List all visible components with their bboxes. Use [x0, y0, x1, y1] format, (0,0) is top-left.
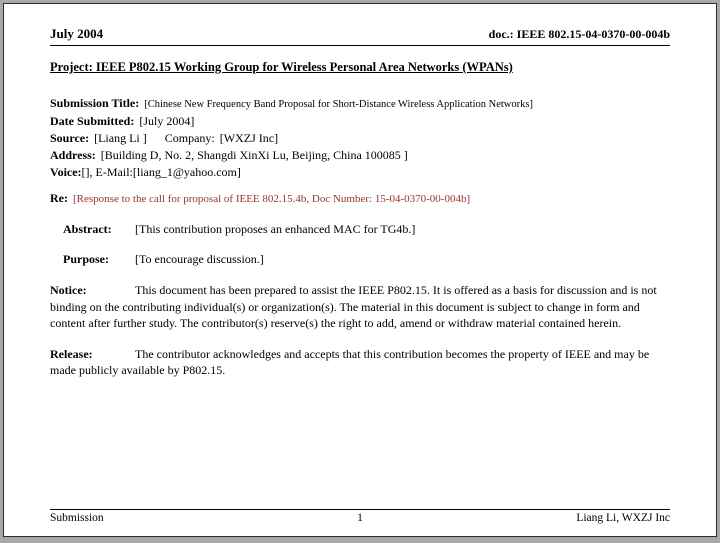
abstract-label: Abstract: — [63, 222, 112, 236]
notice-text: This document has been prepared to assist the IEEE P802.15. It is offered as a basis for discussion and is not binding on the contributing individual(s) or organization(s). The material in this document is subject to change in form and content after further study. The contributor(s) reserve(s) the right to add, amend or withdraw material contained herein. — [50, 283, 657, 330]
release-paragraph — [50, 346, 670, 379]
voice-email-value: [], E-Mail:[liang_1@yahoo.com] — [81, 165, 241, 179]
page-content — [4, 4, 716, 379]
company-label: Company: — [164, 131, 215, 145]
abstract-row — [50, 221, 670, 238]
footer-author: Liang Li, WXZJ Inc — [576, 512, 671, 524]
abstract-value: [This contribution proposes an enhanced MAC for TG4b.] — [135, 222, 416, 236]
footer-submission-label: Submission — [50, 512, 104, 524]
project-title: Project: IEEE P802.15 Working Group for Wireless Personal Area Networks (WPANs) — [50, 60, 513, 74]
header-doc-number: doc.: IEEE 802.15-04-0370-00-004b — [488, 27, 670, 41]
source-label: Source: — [50, 131, 90, 145]
page-footer — [50, 509, 670, 524]
release-text: The contributor acknowledges and accepts that this contribution becomes the property of IEEE and may be made publicly available by P802.15. — [50, 346, 650, 377]
header-date: July 2004 — [50, 26, 104, 41]
submission-title-label: Submission Title: — [50, 96, 140, 110]
purpose-value: [To encourage discussion.] — [135, 252, 264, 266]
re-label: Re: — [50, 191, 68, 205]
release-label: Release: — [50, 346, 93, 361]
address-line — [50, 147, 670, 164]
notice-label: Notice: — [50, 283, 87, 297]
submission-title-value: [Chinese New Frequency Band Proposal for Short-Distance Wireless Application Networks] — [144, 99, 533, 110]
purpose-label: Purpose: — [63, 252, 109, 266]
address-label: Address: — [50, 148, 96, 162]
date-submitted-value: [July 2004] — [139, 114, 195, 128]
source-line — [50, 130, 670, 147]
company-value: [WXZJ Inc] — [219, 131, 279, 145]
re-line — [50, 190, 670, 208]
submission-info-block — [50, 95, 670, 181]
date-submitted-line — [50, 113, 670, 130]
voice-email-line — [50, 164, 670, 181]
re-value: [Response to the call for proposal of IEEE 802.15.4b, Doc Number: 15-04-0370-00-004b] — [73, 193, 471, 205]
submission-title-line — [50, 95, 670, 113]
document-page — [3, 3, 717, 537]
address-value: [Building D, No. 2, Shangdi XinXi Lu, Beijing, China 100085 ] — [100, 148, 408, 162]
notice-paragraph — [50, 282, 670, 332]
page-header — [50, 26, 670, 46]
source-value: [Liang Li ] — [94, 131, 147, 145]
voice-label: Voice: — [50, 165, 82, 179]
footer-page-number: 1 — [357, 512, 363, 524]
date-submitted-label: Date Submitted: — [50, 114, 135, 128]
purpose-row — [50, 251, 670, 268]
